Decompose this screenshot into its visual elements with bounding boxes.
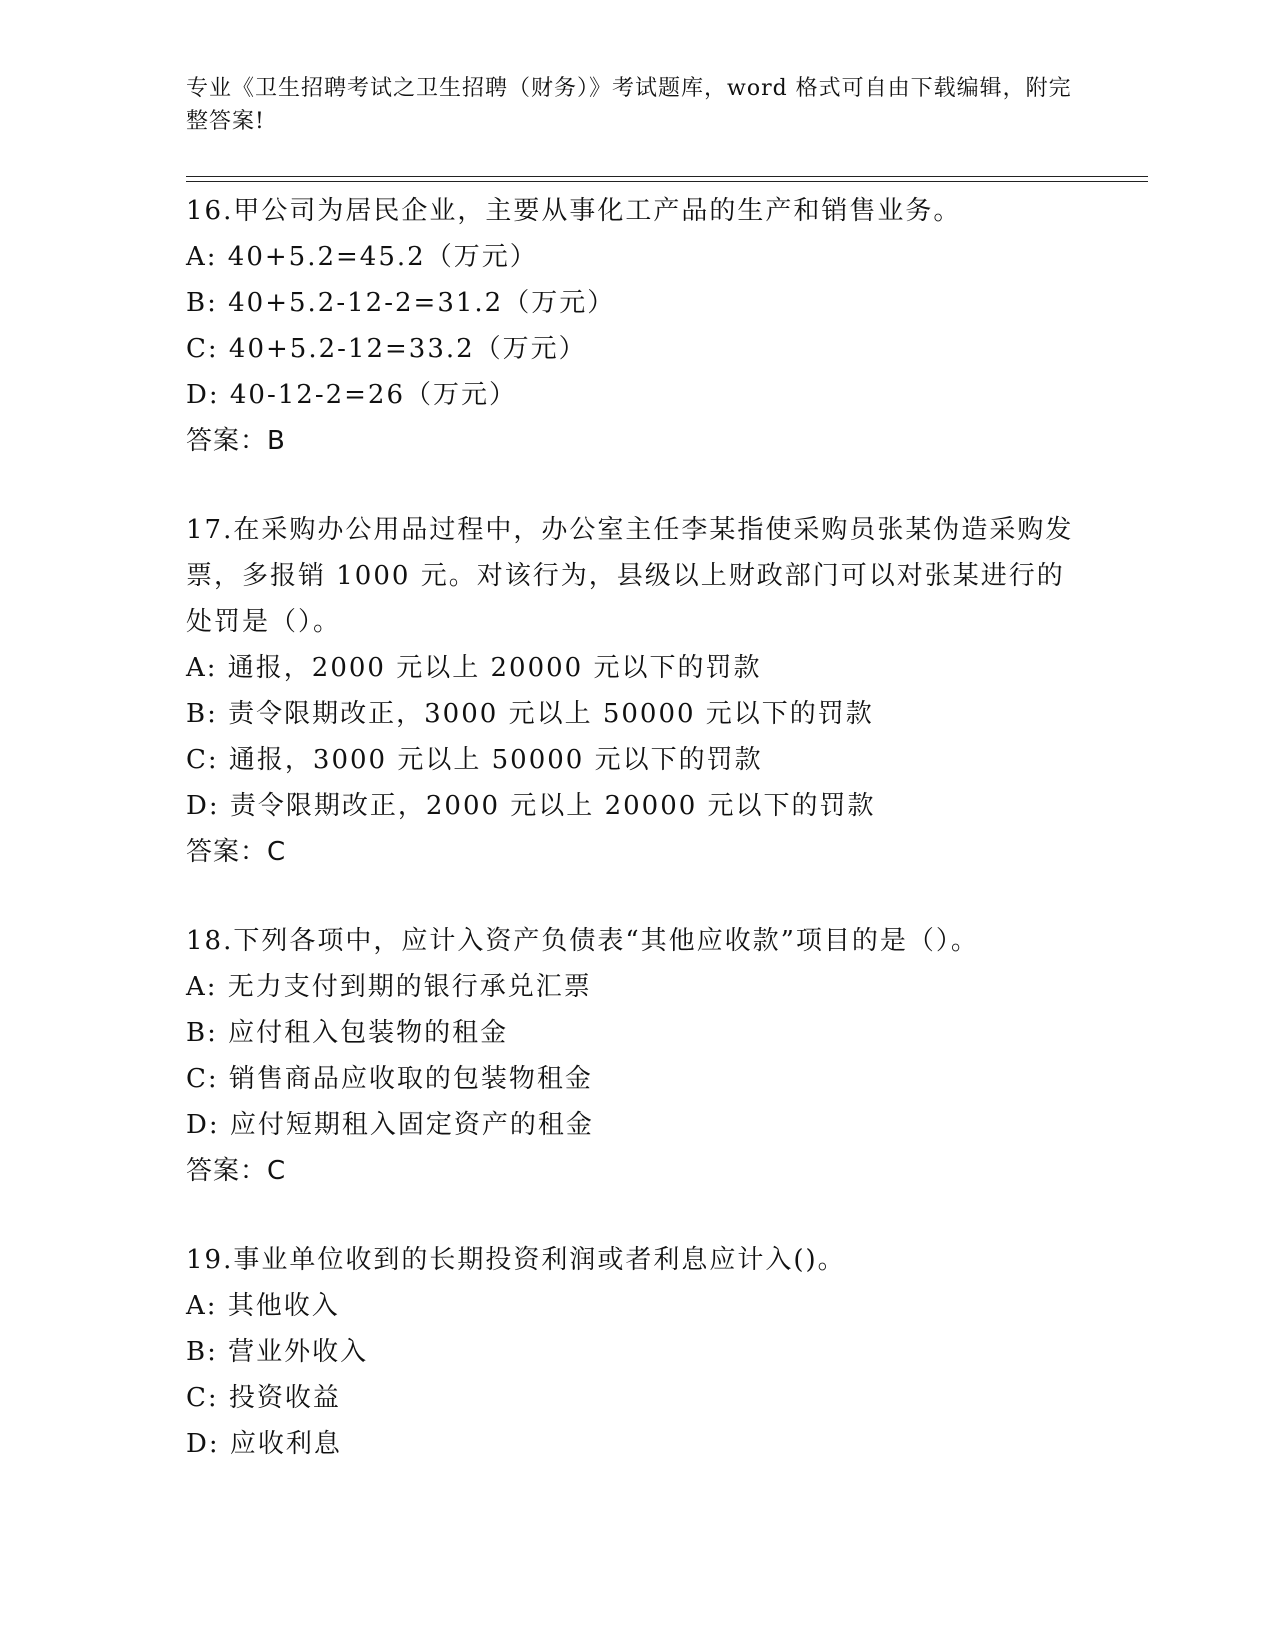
answer-line: 答案：C (186, 837, 287, 867)
answer-line: 答案：B (186, 426, 286, 456)
option-a: A: 40+5.2=45.2（万元） (186, 242, 538, 272)
document-header (186, 72, 1086, 138)
question-stem: 17.在采购办公用品过程中，办公室主任李某指使采购员张某伪造采购发票，多报销 1000 元。对该行为，县级以上财政部门可以对张某进行的处罚是（）。 (186, 515, 1074, 637)
question-list (186, 188, 1086, 1467)
question-stem: 19.事业单位收到的长期投资利润或者利息应计入()。 (186, 1245, 846, 1275)
option-c: C: 40+5.2-12=33.2（万元） (186, 334, 587, 364)
question-16 (186, 188, 1086, 464)
option-c: C: 投资收益 (186, 1383, 341, 1413)
option-b: B: 责令限期改正，3000 元以上 50000 元以下的罚款 (186, 699, 874, 729)
option-c: C: 通报，3000 元以上 50000 元以下的罚款 (186, 745, 763, 775)
header-divider-top (186, 176, 1148, 177)
question-spacer (186, 875, 1086, 918)
option-a: A: 其他收入 (186, 1291, 340, 1321)
header-intro-text: 专业《卫生招聘考试之卫生招聘（财务）》考试题库，word 格式可自由下载编辑，附完整答案! (186, 76, 1072, 134)
option-b: B: 应付租入包装物的租金 (186, 1018, 509, 1048)
option-a: A: 无力支付到期的银行承兑汇票 (186, 972, 592, 1002)
option-d: D: 40-12-2=26（万元） (186, 380, 518, 410)
question-18 (186, 918, 1086, 1194)
question-19 (186, 1237, 1086, 1467)
option-b: B: 40+5.2-12-2=31.2（万元） (186, 288, 616, 318)
option-d: D: 责令限期改正，2000 元以上 20000 元以下的罚款 (186, 791, 876, 821)
answer-line: 答案：C (186, 1156, 287, 1186)
question-17 (186, 507, 1086, 875)
option-d: D: 应付短期租入固定资产的租金 (186, 1110, 594, 1140)
question-spacer (186, 1194, 1086, 1237)
option-b: B: 营业外收入 (186, 1337, 369, 1367)
option-d: D: 应收利息 (186, 1429, 342, 1459)
option-c: C: 销售商品应收取的包装物租金 (186, 1064, 593, 1094)
option-a: A: 通报，2000 元以上 20000 元以下的罚款 (186, 653, 762, 683)
question-stem: 16.甲公司为居民企业，主要从事化工产品的生产和销售业务。 (186, 196, 962, 226)
question-stem: 18.下列各项中，应计入资产负债表“其他应收款”项目的是（）。 (186, 926, 979, 956)
question-spacer (186, 464, 1086, 507)
header-divider-bottom (186, 181, 1148, 182)
